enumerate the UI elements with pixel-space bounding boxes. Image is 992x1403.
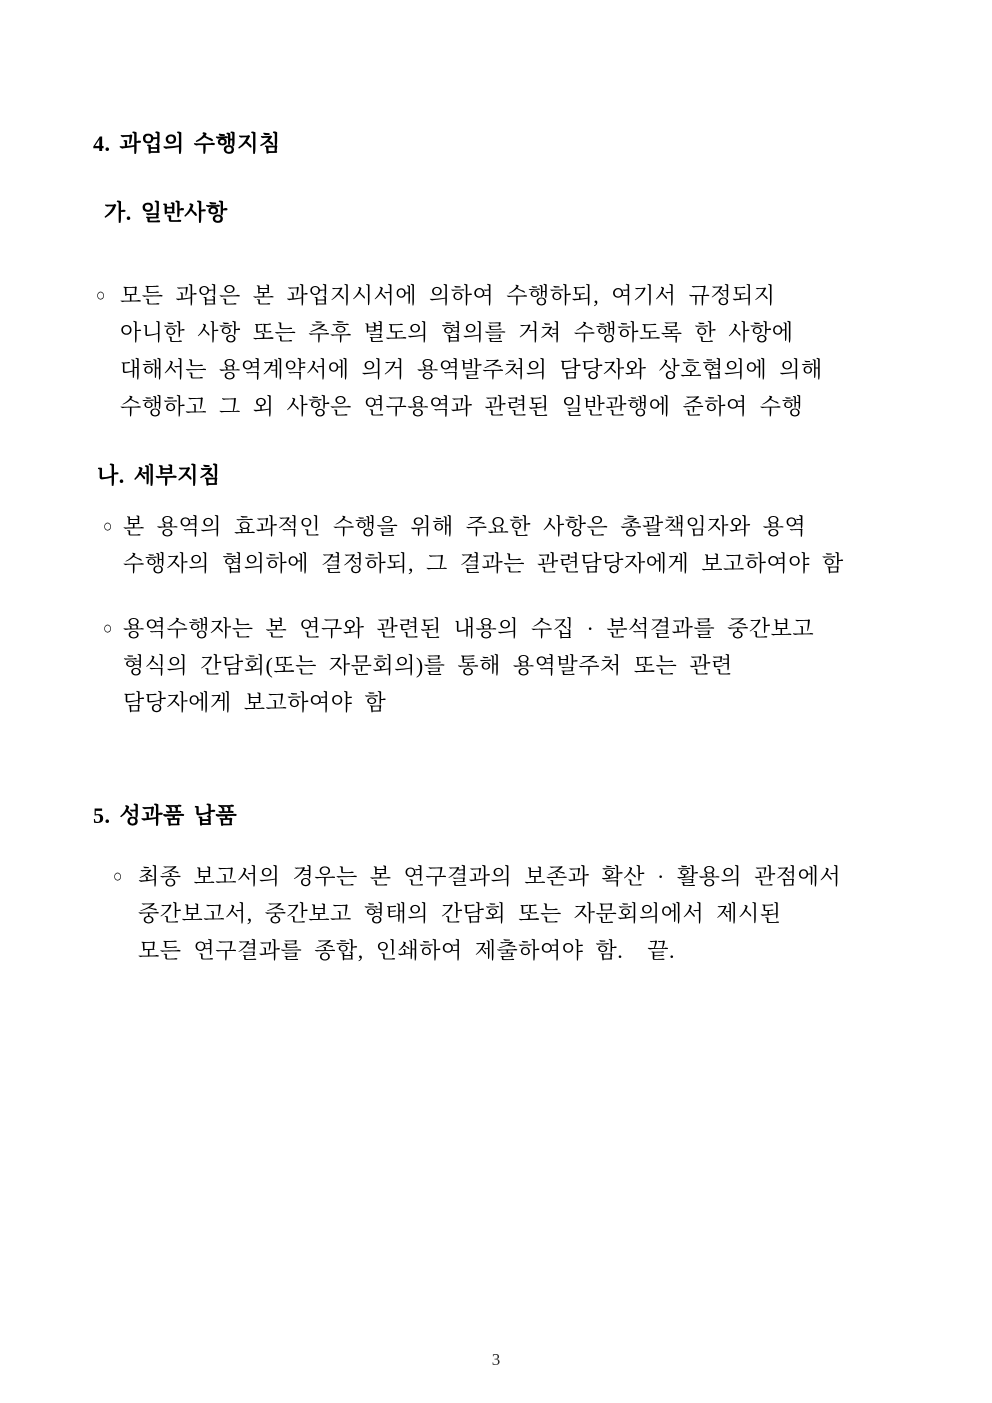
section-4-heading: 4. 과업의 수행지침 xyxy=(93,131,281,156)
text-line: 수행하고 그 외 사항은 연구용역과 관련된 일반관행에 준하여 수행 xyxy=(120,394,804,419)
text-line: 수행자의 협의하에 결정하되, 그 결과는 관련담당자에게 보고하여야 함 xyxy=(123,551,844,576)
circle-bullet-icon: ○ xyxy=(103,516,113,536)
text-line: 최종 보고서의 경우는 본 연구결과의 보존과 확산 · 활용의 관점에서 xyxy=(138,864,842,889)
bullet-text-detail-2 xyxy=(123,610,814,721)
text-line: 모든 과업은 본 과업지시서에 의하여 수행하되, 여기서 규정되지 xyxy=(120,283,776,308)
circle-bullet-icon: ○ xyxy=(96,285,106,305)
bullet-item-detail-1 xyxy=(103,508,844,582)
text-line: 본 용역의 효과적인 수행을 위해 주요한 사항은 총괄책임자와 용역 xyxy=(123,514,807,539)
text-line: 대해서는 용역계약서에 의거 용역발주처의 담당자와 상호협의에 의해 xyxy=(120,357,823,382)
bullet-text-general-1 xyxy=(120,277,823,425)
circle-bullet-icon: ○ xyxy=(113,866,123,886)
subsection-ga-heading: 가. 일반사항 xyxy=(104,200,228,225)
text-line: 중간보고서, 중간보고 형태의 간담회 또는 자문회의에서 제시된 xyxy=(138,901,782,926)
bullet-item-deliverable-1 xyxy=(113,858,841,969)
text-line: 모든 연구결과를 종합, 인쇄하여 제출하여야 함. 끝. xyxy=(138,938,676,963)
circle-bullet-icon: ○ xyxy=(103,618,113,638)
section-5-heading: 5. 성과품 납품 xyxy=(93,803,238,828)
text-line: 용역수행자는 본 연구와 관련된 내용의 수집 · 분석결과를 중간보고 xyxy=(123,616,815,641)
text-line: 담당자에게 보고하여야 함 xyxy=(123,690,387,715)
subsection-na-heading: 나. 세부지침 xyxy=(97,463,221,488)
bullet-item-detail-2 xyxy=(103,610,814,721)
bullet-text-detail-1 xyxy=(123,508,844,582)
bullet-item-general-1 xyxy=(96,277,823,425)
page-number: 3 xyxy=(491,1350,501,1369)
text-line: 형식의 간담회(또는 자문회의)를 통해 용역발주처 또는 관련 xyxy=(123,653,733,678)
bullet-text-deliverable-1 xyxy=(138,858,841,969)
text-line: 아니한 사항 또는 추후 별도의 협의를 거쳐 수행하도록 한 사항에 xyxy=(120,320,794,345)
